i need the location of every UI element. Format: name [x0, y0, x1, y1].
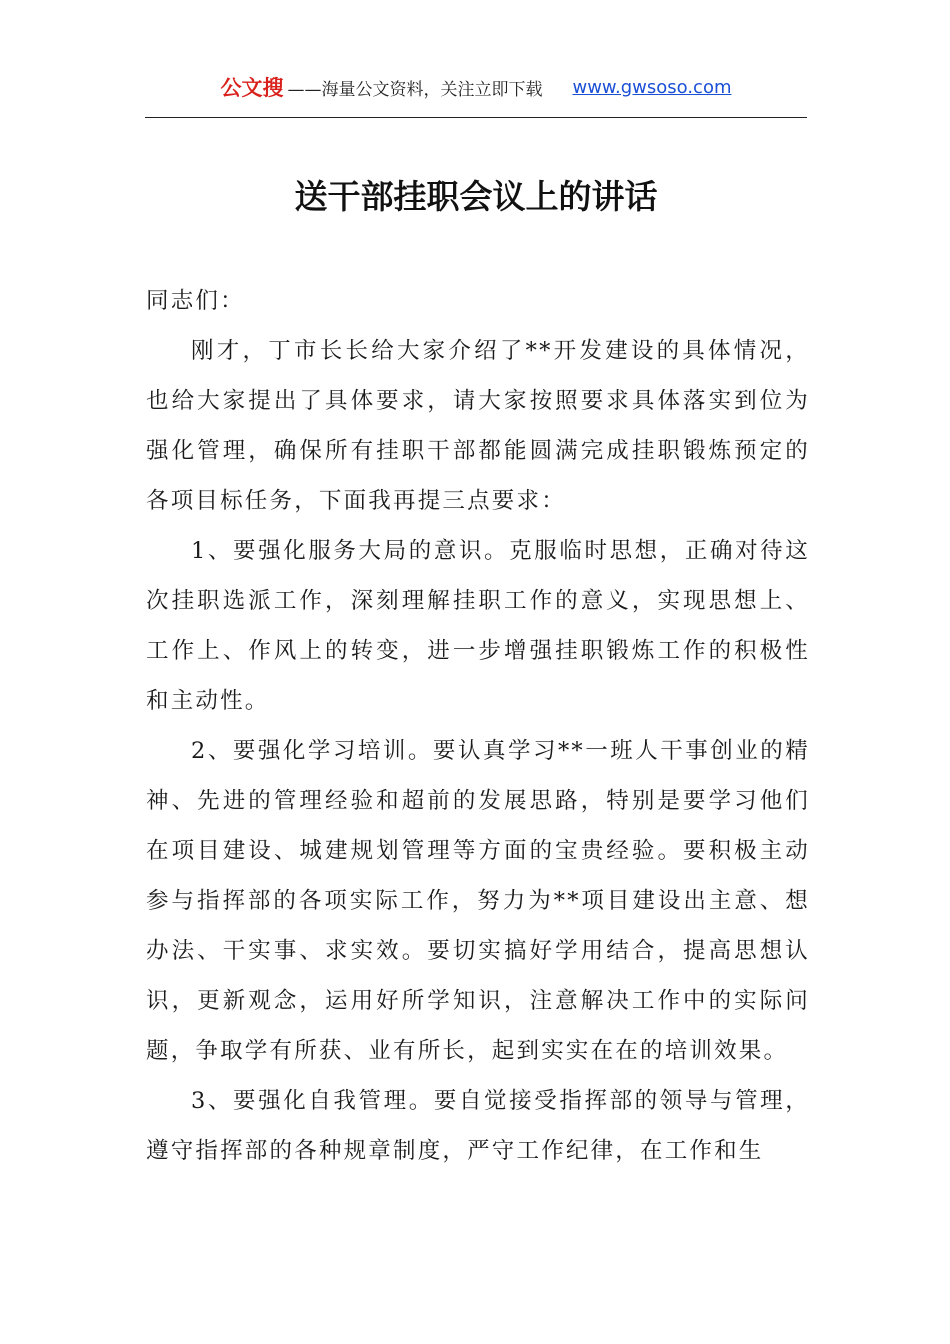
header-slogan: ——海量公文资料，关注立即下载 — [287, 79, 543, 100]
document-body — [146, 276, 810, 1176]
paragraph-intro: 刚才，丁市长长给大家介绍了**开发建设的具体情况，也给大家提出了具体要求，请大家按照要求具体落实到位为强化管理，确保所有挂职干部都能圆满完成挂职锻炼预定的各项目标任务，下面我再提三点要求： — [146, 338, 810, 514]
brand-name: 公文搜 — [220, 76, 284, 100]
paragraph-point-2: 2、要强化学习培训。要认真学习**一班人干事创业的精神、先进的管理经验和超前的发展思路，特别是要学习他们在项目建设、城建规划管理等方面的宝贵经验。要积极主动参与指挥部的各项实际工作，努力为**项目建设出主意、想办法、干实事、求实效。要切实搞好学用结合，提高思想认识，更新观念，运用好所学知识，注意解决工作中的实际问题，争取学有所获、业有所长，起到实实在在的培训效果。 — [146, 738, 810, 1064]
page-header — [145, 70, 807, 104]
paragraph-point-1: 1、要强化服务大局的意识。克服临时思想，正确对待这次挂职选派工作，深刻理解挂职工作的意义，实现思想上、工作上、作风上的转变，进一步增强挂职锻炼工作的积极性和主动性。 — [146, 538, 810, 714]
header-divider — [145, 117, 807, 118]
salutation: 同志们： — [146, 288, 245, 314]
document-title: 送干部挂职会议上的讲话 — [294, 177, 658, 216]
site-link[interactable]: www.gwsoso.com — [572, 76, 732, 98]
paragraph-point-3: 3、要强化自我管理。要自觉接受指挥部的领导与管理，遵守指挥部的各种规章制度，严守工作纪律，在工作和生 — [146, 1088, 810, 1164]
